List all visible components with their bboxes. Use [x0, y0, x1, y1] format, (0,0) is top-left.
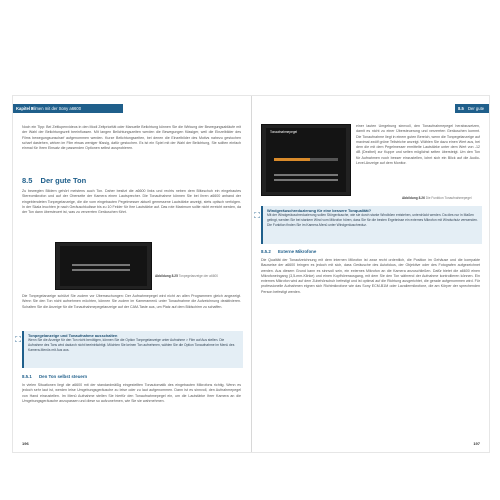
subsection-number: 8.5.2 — [261, 249, 271, 254]
header-title: Filmen mit der Sony a6600 — [31, 106, 82, 111]
audio-meter-track — [72, 264, 130, 266]
level-fill — [274, 158, 310, 161]
after-figure-paragraph: Die Tonpegelanzeige schützt Sie zudem vor Überraschungen: Der Aufnahmepegel wird nicht an allen Programmen gleich angezeigt. Wenn Sie den Ton nicht aufnehmen möchten, können Sie zudem im Kameramenü unter Tonaufnahme die Aufzeichnung deaktivieren. Schalten Sie die Anzeige für die Tonaufnahmepegelanzeige auf der CAM-Taste aus, um Platz auf dem Bildschirm zu schaffen. — [22, 294, 241, 309]
tip-title: Windgeräuschreduzierung für eine bessere Tonqualität? — [267, 208, 372, 213]
figure-screen-title: Tonaufnahmepegel — [270, 130, 298, 134]
figure-number: Abbildung 8.26 — [402, 196, 425, 200]
section-title: Der gute Ton — [40, 176, 87, 185]
section-number: 8.5 — [22, 176, 33, 185]
header-title: Der gute Ton — [468, 106, 485, 120]
tip-icon: ⛶ — [15, 335, 21, 344]
subsection-heading — [261, 249, 316, 254]
tip-title: Tonpegelanzeige und Tonaufnahme ausschalten — [28, 333, 118, 338]
audio-meter-track — [72, 269, 130, 271]
page-number: 197 — [473, 441, 480, 446]
tip-icon: ⛶ — [254, 211, 260, 220]
figure-screen — [60, 246, 147, 286]
subsection-heading — [22, 374, 87, 379]
left-page-header — [13, 104, 123, 113]
chapter-label: 8.5 — [458, 106, 464, 111]
page-number: 196 — [22, 441, 29, 446]
intro-paragraph: einer lauten Umgebung sinnvoll, den Tonaufnahmepegel herabzusetzen, damit es nicht zu einer Übersteuerung und verzerrten Geräuschen kommt. Die Tonaufnahme liegt in einem guten Bereich, wenn die Tonpegelanzeige auf maximal zwölf grüne Teilstriche anzeigt. Wählen Sie dazu einen Wert aus, bei dem die mit dem Pegelmesser ermittelte Lautstärke unter dem Wert von -12 dB (Dezibel) zur Kuppe und selten möglichst selten übersteigt. Um den Ton für Aufnahmen noch besser einzustellen, lohnt sich ein Blick auf die Audio-Level-Anzeige auf dem Monitor. — [356, 124, 480, 166]
subsection-title: Externe Mikrofone — [278, 249, 317, 254]
intro-paragraph: Noch ein Tipp: Bei Zeitlupenvideos in den Modi Zeitpriorität oder Manuelle Belichtung können Sie die Wirkung der Bewegungsabläufe mit der Wahl der Belichtungszeit beeinflussen. Mit langen Belichtungszeiten werden die Bewegungen flüssiger, weil die Einzelbilder des Films bewegungsunscharf aufgenommen werden. Kurze Belichtungszeiten, bei denen die Einzelbilder des Motivs nahezu gestochen scharf dastehen, wirken im Film etwas weniger flüssig, dafür gestochen. Es ist ein Spiel mit der Wahl der Belichtung, Sie sollten einfach einmal für Ihren Einsatz die passenden Optionen selbst ausprobieren. — [22, 125, 241, 151]
figure-text: Die Funktion Tonaufnahmepegel — [425, 196, 472, 200]
right-page-header — [455, 104, 489, 120]
audio-level-setting-figure — [261, 124, 351, 196]
left-page — [13, 96, 251, 452]
subsection-paragraph: In vielen Situationen liegt die a6600 mit der standardmäßig eingestellten Tonautomatik des eingebauten Mikrofons richtig. Wenn es jedoch sehr laut ist, werden leise Umgebungsgeräusche zu leise oder zu laut aufgenommen. Dann ist es sinnvoll, den Aufnahmepegel von Hand einzustellen. Im Menü Aufnahme stellen Sie hierfür den Tonaufnahmepegel ein, um die Lautstärke Ihrer Kamera an die Umgebungsgeräusche anzupassen und diese so aufzunehmen, wie Sie sie wahrnehmen. — [22, 383, 241, 403]
chapter-label: Kapitel 8 — [16, 106, 34, 111]
figure-screen — [266, 128, 346, 192]
subsection-paragraph: Die Qualität der Tonaufzeichnung mit dem internen Mikrofon ist zwar recht ordentlich, die Position im Gehäuse und die kompakte Bauweise der a6600 bringen es jedoch mit sich, dass Geräusche des Autofokus, der Objektive oder des Fotografen aufgezeichnet werden. Aus diesem Grund kann es sinnvoll sein, ein externes Mikrofon an die Kamera anzuschließen. Dafür bietet die a6600 einen Mikrofoneingang (3,5-mm-Klinke) und einen Kopfhörerausgang, mit dem Sie den Ton während der Aufnahme kontrollieren können. Ein externes Mikrofon wird auf dem Zubehörschuh befestigt und ist optimal auf die Richtung ausgerichtet, die gerade aufgenommen wird. Für professionelle Aufnahmen eignen sich Richtmikrofone wie das Sony ECM-B1M oder Lavaliermikrofone, die am Körper der sprechenden Person befestigt werden. — [261, 258, 480, 294]
meter-track — [274, 179, 338, 181]
subsection-title: Den Ton selbst steuern — [39, 374, 88, 379]
right-page — [252, 96, 489, 452]
section-paragraph: Zu bewegten Bildern gehört meistens auch Ton. Daher besitzt die a6600 links und rechts neben dem Blitzschuh ein eingebautes Stereomikrofon und auf der Oberseite der Kamera einen Lautsprecher. Die Tonaufnahme können Sie bei Ihren a6600 anhand der eingeblendeten Tonpegelanzeige, die die vom eingebauten Pegelmesser aktuell gemessene Lautstärke anzeigt, stets optisch verfolgen. In der Skala leuchten je nach Geräuschkulisse bis zu 10 Felder für Ihre Lautstärke auf. Das rote Maximum sollte nicht erreicht werden, da der Ton dann übersteuert ist, was zu verzerrten Geräuschen führt. — [22, 189, 241, 215]
meter-track — [274, 174, 338, 176]
section-heading — [22, 176, 86, 185]
figure-caption — [155, 274, 245, 278]
tip-box — [22, 331, 243, 368]
audio-level-figure — [55, 242, 152, 290]
book-spread — [12, 95, 490, 453]
figure-text: Tonpegelanzeige der a6600 — [178, 274, 219, 278]
subsection-number: 8.5.1 — [22, 374, 32, 379]
figure-caption — [402, 196, 484, 200]
figure-number: Abbildung 8.25 — [155, 274, 178, 278]
tip-box — [261, 206, 482, 244]
tip-text: Mit der Windgeräuschreduzierung sollen Störgeräusche, wie sie durch starke Windböen entstehen, unterdrückt werden. Da dies nur in Maßen gelingt, werden Sie bei starkem Wind vom Mikrofon hören, dass Sie für die besten Ergebnisse ein externes Mikrofon mit Windschutz verwenden. Die Funktion finden Sie im Kamera-Menü unter Windgeräuschreduz. — [267, 213, 478, 227]
tip-text: Wenn Sie die Anzeige für den Ton nicht benötigen, können Sie die Option Tonpegelanzeige unter Aufnahme > Film auf Aus stellen. Die Aufnahme des Tons wird dadurch nicht beeinträchtigt. Möchten Sie keinen Ton aufnehmen, wählen Sie die Option Tonaufnahme im Menü des Kamera-Menüs mit Aus aus. — [28, 338, 235, 352]
